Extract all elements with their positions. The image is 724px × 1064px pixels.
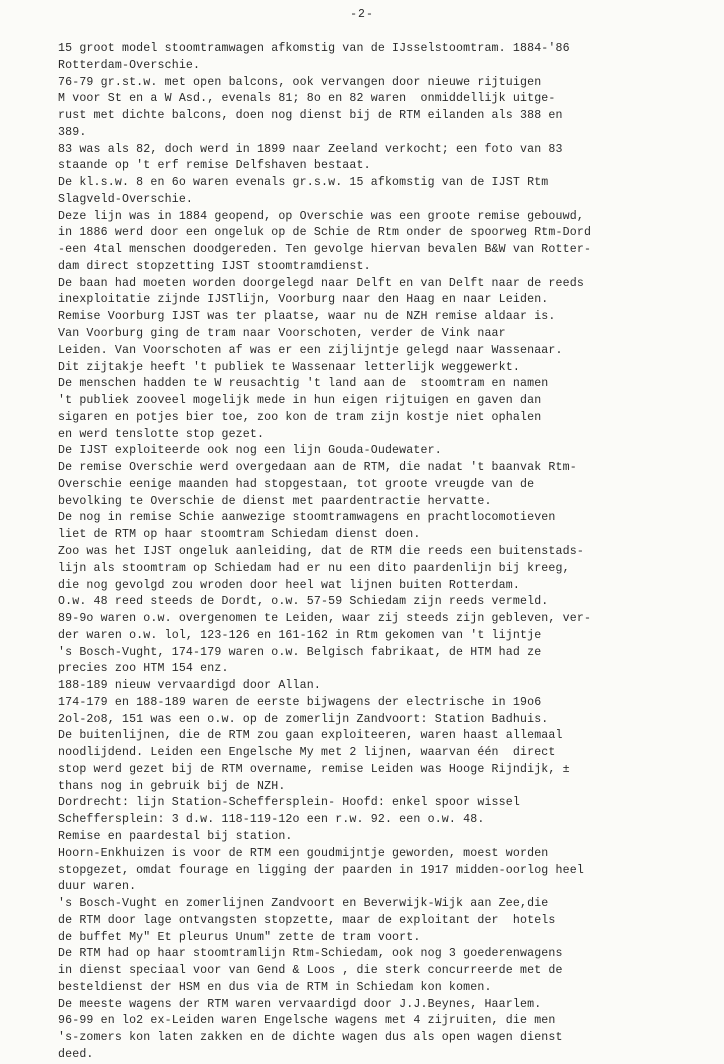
text-line: 2ol-2o8, 151 was een o.w. op de zomerlijn Zandvoort: Station Badhuis.: [58, 712, 549, 726]
text-line: De buitenlijnen, die de RTM zou gaan exploiteeren, waren haast allemaal: [58, 729, 563, 743]
text-line: rust met dichte balcons, doen nog dienst bij de RTM eilanden als 388 en: [58, 109, 563, 123]
text-line: 96-99 en lo2 ex-Leiden waren Engelsche wagens met 4 zijruiten, die men: [58, 1014, 556, 1028]
text-line: 76-79 gr.st.w. met open balcons, ook vervangen door nieuwe rijtuigen: [58, 75, 542, 89]
text-line: Remise Voorburg IJST was ter plaatse, waar nu de NZH remise aldaar is.: [58, 310, 556, 324]
text-line: in dienst speciaal voor van Gend & Loos , die sterk concurreerde met de: [58, 964, 563, 978]
text-line: dam direct stopzetting IJST stoomtramdienst.: [58, 259, 371, 273]
text-line: De nog in remise Schie aanwezige stoomtramwagens en prachtlocomotieven: [58, 511, 556, 525]
text-line: Rotterdam-Overschie.: [58, 58, 201, 72]
text-line: stopgezet, omdat fourage en ligging der paarden in 1917 midden-oorlog heel: [58, 863, 584, 877]
text-line: liet de RTM op haar stoomtram Schiedam dienst doen.: [58, 528, 421, 542]
text-line: Dit zijtakje heeft 't publiek te Wassenaar letterlijk weggewerkt.: [58, 360, 520, 374]
text-line: thans nog in gebruik bij de NZH.: [58, 779, 286, 793]
text-line: Slagveld-Overschie.: [58, 192, 194, 206]
text-line: de buffet My" Et pleurus Unum" zette de tram voort.: [58, 930, 421, 944]
text-line: De menschen hadden te W reusachtig 't land aan de stoomtram en namen: [58, 377, 549, 391]
text-line: Overschie eenige maanden had stopgestaan, tot groote vreugde van de: [58, 477, 535, 491]
text-line: 389.: [58, 125, 87, 139]
text-line: sigaren en potjes bier toe, zoo kon de tram zijn kostje niet ophalen: [58, 410, 542, 424]
text-line: die nog gevolgd zou wroden door heel wat lijnen buiten Rotterdam.: [58, 578, 520, 592]
text-line: Leiden. Van Voorschoten af was er een zijlijntje gelegd naar Wassenaar.: [58, 343, 563, 357]
text-line: Van Voorburg ging de tram naar Voorschoten, verder de Vink naar: [58, 327, 506, 341]
text-line: deed.: [58, 1047, 94, 1061]
text-line: Deze lijn was in 1884 geopend, op Overschie was een groote remise gebouwd,: [58, 209, 584, 223]
text-line: precies zoo HTM 154 enz.: [58, 662, 229, 676]
text-line: stop werd gezet bij de RTM overname, remise Leiden was Hooge Rijndijk, ±: [58, 762, 570, 776]
text-line: staande op 't erf remise Delfshaven bestaat.: [58, 159, 371, 173]
text-line: Zoo was het IJST ongeluk aanleiding, dat de RTM die reeds een buitenstads-: [58, 544, 584, 558]
text-line: lijn als stoomtram op Schiedam had er nu een dito paardenlijn bij kreeg,: [58, 561, 570, 575]
text-line: 's Bosch-Vught en zomerlijnen Zandvoort en Beverwijk-Wijk aan Zee,die: [58, 897, 549, 911]
text-line: 174-179 en 188-189 waren de eerste bijwagens der electrische in 19o6: [58, 695, 542, 709]
text-line: de RTM door lage ontvangsten stopzette, maar de exploitant der hotels: [58, 913, 556, 927]
body-text: [58, 41, 723, 1064]
text-line: 15 groot model stoomtramwagen afkomstig van de IJsselstoomtram. 1884-'86: [58, 42, 570, 55]
text-line: Scheffersplein: 3 d.w. 118-119-12o een r.w. 92. een o.w. 48.: [58, 813, 485, 827]
text-line: De kl.s.w. 8 en 6o waren evenals gr.s.w. 15 afkomstig van de IJST Rtm: [58, 176, 549, 190]
text-line: 89-9o waren o.w. overgenomen te Leiden, waar zij steeds zijn gebleven, ver-: [58, 612, 592, 626]
page-number: -2-: [350, 8, 374, 21]
text-line: bevolking te Overschie de dienst met paardentractie hervatte.: [58, 494, 492, 508]
text-line: inexploitatie zijnde IJSTlijn, Voorburg naar den Haag en naar Leiden.: [58, 293, 549, 307]
text-line: duur waren.: [58, 880, 137, 894]
text-line: noodlijdend. Leiden een Engelsche My met 2 lijnen, waarvan één direct: [58, 746, 556, 760]
text-line: der waren o.w. lol, 123-126 en 161-162 in Rtm gekomen van 't lijntje: [58, 628, 542, 642]
text-line: De RTM had op haar stoomtramlijn Rtm-Schiedam, ook nog 3 goederenwagens: [58, 947, 563, 961]
text-line: 't publiek zooveel mogelijk mede in hun eigen rijtuigen en gaven dan: [58, 394, 542, 408]
text-line: De baan had moeten worden doorgelegd naar Delft en van Delft naar de reeds: [58, 276, 584, 290]
text-line: De remise Overschie werd overgedaan aan de RTM, die nadat 't baanvak Rtm-: [58, 461, 577, 475]
text-line: en werd tenslotte stop gezet.: [58, 427, 265, 441]
text-line: M voor St en a W Asd., evenals 81; 8o en 82 waren onmiddellijk uitge-: [58, 92, 556, 106]
text-line: in 1886 werd door een ongeluk op de Schie de Rtm onder de spoorweg Rtm-Dord: [58, 226, 592, 240]
text-line: 188-189 nieuw vervaardigd door Allan.: [58, 679, 321, 693]
text-line: De meeste wagens der RTM waren vervaardigd door J.J.Beynes, Haarlem.: [58, 997, 542, 1011]
text-line: 's-zomers kon laten zakken en de dichte wagen dus als open wagen dienst: [58, 1031, 563, 1045]
text-line: Remise en paardestal bij station.: [58, 829, 293, 843]
text-line: Dordrecht: lijn Station-Scheffersplein- Hoofd: enkel spoor wissel: [58, 796, 520, 810]
text-line: 83 was als 82, doch werd in 1899 naar Zeeland verkocht; een foto van 83: [58, 142, 563, 156]
text-line: De IJST exploiteerde ook nog een lijn Gouda-Oudewater.: [58, 444, 442, 458]
text-line: Hoorn-Enkhuizen is voor de RTM een goudmijntje geworden, moest worden: [58, 846, 549, 860]
text-line: besteldienst der HSM en dus via de RTM in Schiedam kon komen.: [58, 980, 492, 994]
text-line: 's Bosch-Vught, 174-179 waren o.w. Belgisch fabrikaat, de HTM had ze: [58, 645, 542, 659]
text-line: O.w. 48 reed steeds de Dordt, o.w. 57-59 Schiedam zijn reeds vermeld.: [58, 595, 549, 609]
text-line: -een 4tal menschen doodgereden. Ten gevolge hiervan bevalen B&W van Rotter-: [58, 243, 592, 257]
